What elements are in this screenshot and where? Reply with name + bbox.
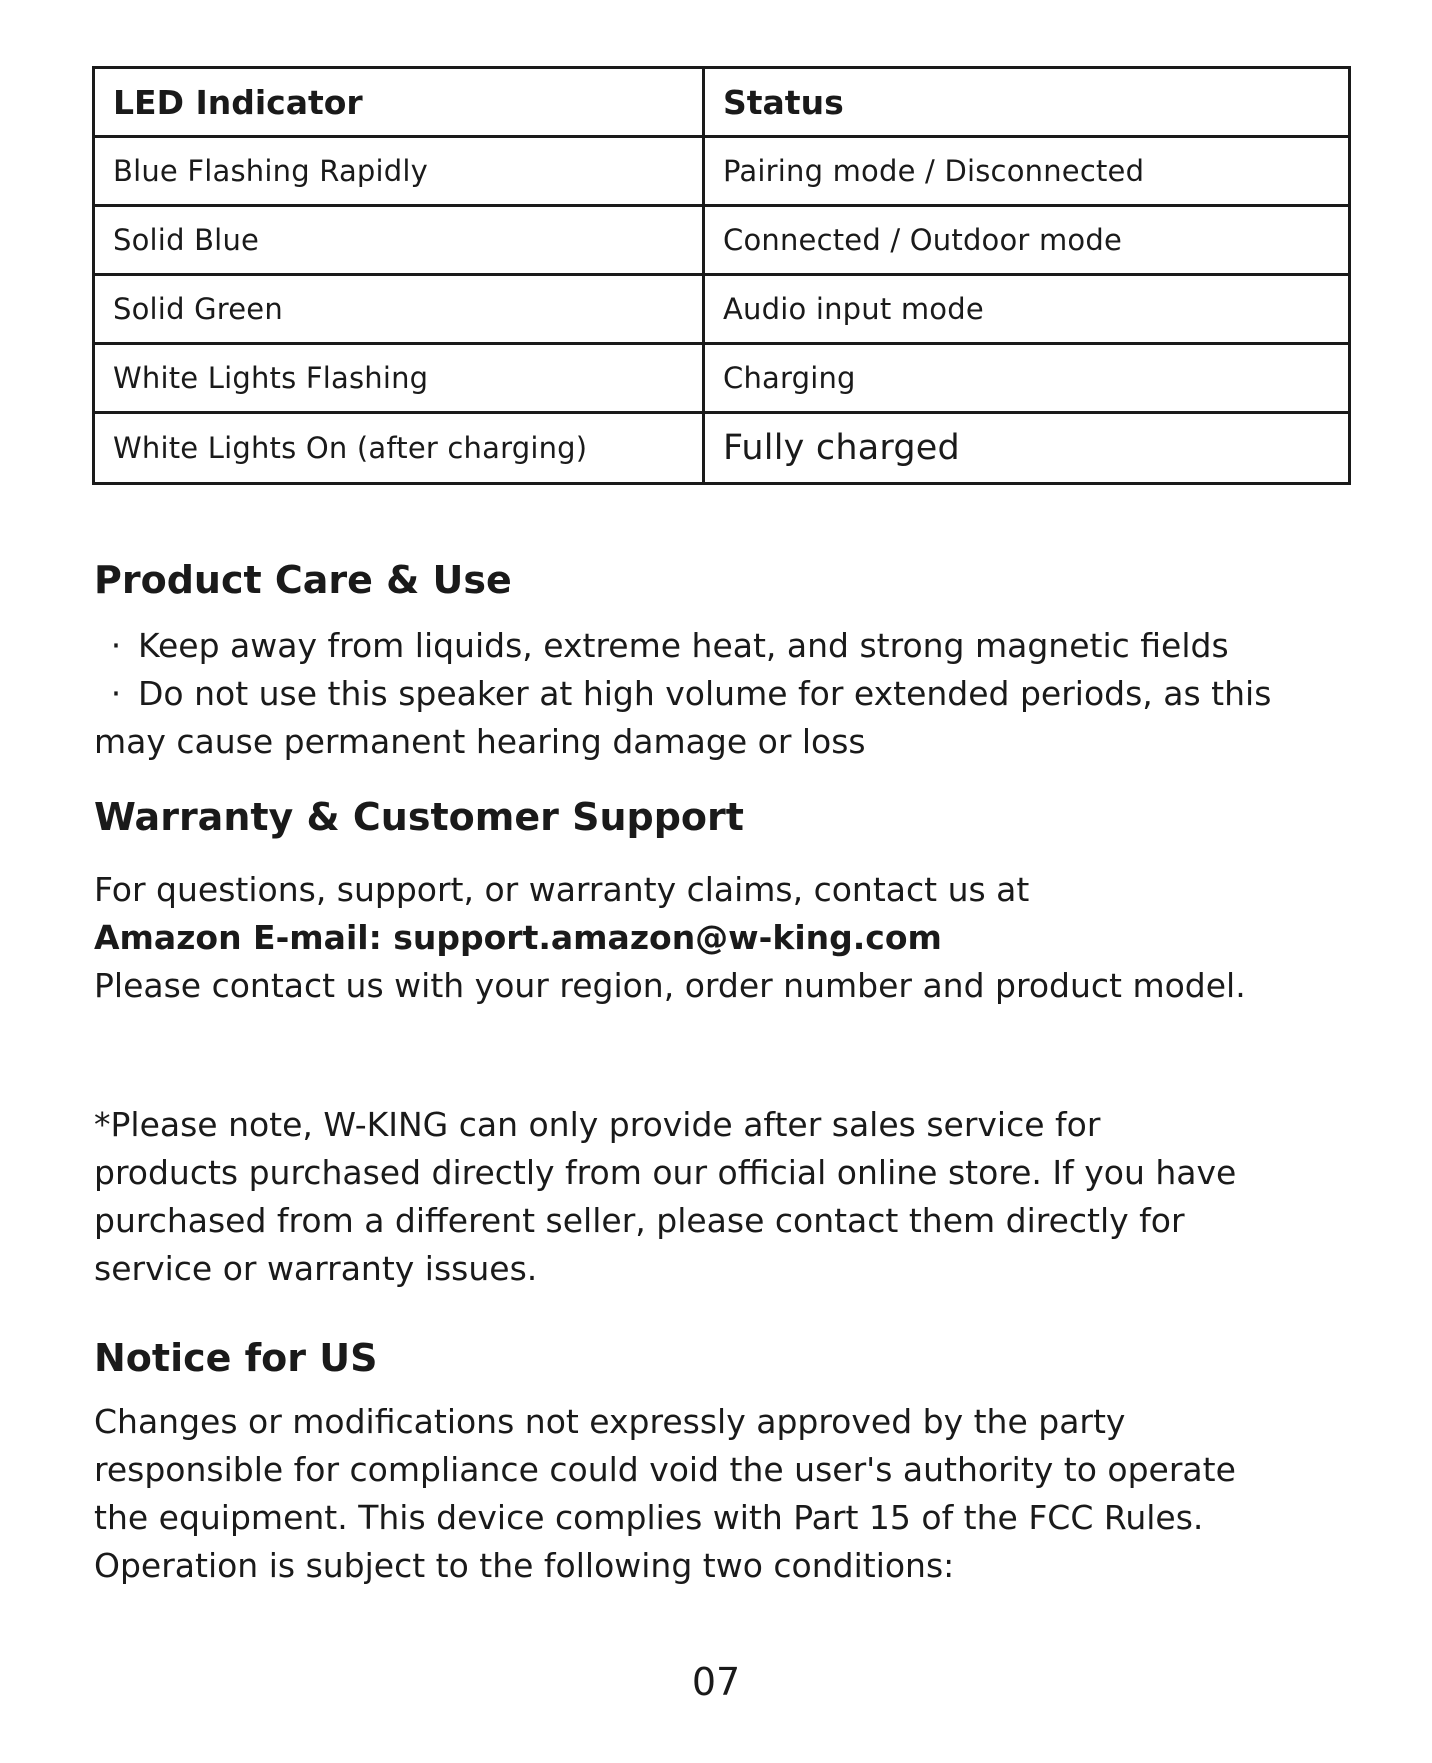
- warranty-line: Please contact us with your region, order number and product model.: [94, 966, 1246, 1005]
- note-line: purchased from a different seller, please contact them directly for: [94, 1201, 1185, 1240]
- notice-line: the equipment. This device complies with Part 15 of the FCC Rules.: [94, 1498, 1204, 1537]
- column-header-status: Status: [704, 68, 1350, 137]
- warranty-title: Warranty & Customer Support: [94, 795, 744, 839]
- bullet-text: Do not use this speaker at high volume for extended periods, as this: [138, 674, 1272, 713]
- warranty-text: [94, 866, 1246, 1010]
- led-indicator-cell: Solid Green: [94, 275, 704, 344]
- table-row: [94, 344, 1350, 413]
- notice-line: Changes or modifications not expressly approved by the party: [94, 1402, 1126, 1441]
- led-indicator-cell: Solid Blue: [94, 206, 704, 275]
- notice-line: responsible for compliance could void the user's authority to operate: [94, 1450, 1236, 1489]
- warranty-line: For questions, support, or warranty claims, contact us at: [94, 870, 1030, 909]
- notice-us-title: Notice for US: [94, 1336, 378, 1380]
- note-line: products purchased directly from our official online store. If you have: [94, 1153, 1237, 1192]
- notice-line: Operation is subject to the following two conditions:: [94, 1546, 955, 1585]
- status-cell: Charging: [704, 344, 1350, 413]
- status-cell: Connected / Outdoor mode: [704, 206, 1350, 275]
- note-line: *Please note, W-KING can only provide after sales service for: [94, 1105, 1101, 1144]
- bullet-continuation: may cause permanent hearing damage or loss: [94, 722, 866, 761]
- table-row: [94, 206, 1350, 275]
- after-sales-note: [94, 1101, 1236, 1293]
- notice-us-text: [94, 1398, 1236, 1590]
- led-indicator-cell: White Lights Flashing: [94, 344, 704, 413]
- page-number: 07: [691, 1660, 741, 1704]
- table-row: [94, 413, 1350, 484]
- product-care-title: Product Care & Use: [94, 558, 512, 602]
- note-line: service or warranty issues.: [94, 1249, 538, 1288]
- product-care-bullets: [94, 622, 1271, 766]
- bullet-item: [94, 674, 1271, 713]
- table-row: [94, 275, 1350, 344]
- led-indicator-cell: White Lights On (after charging): [94, 413, 704, 484]
- bullet-dot-icon: ·: [110, 626, 122, 665]
- status-cell: Pairing mode / Disconnected: [704, 137, 1350, 206]
- support-email: Amazon E-mail: support.amazon@w-king.com: [94, 918, 942, 957]
- table-row: [94, 137, 1350, 206]
- table-header-row: [94, 68, 1350, 137]
- bullet-text: Keep away from liquids, extreme heat, and strong magnetic fields: [138, 626, 1229, 665]
- bullet-dot-icon: ·: [110, 674, 122, 713]
- bullet-item: [94, 626, 1229, 665]
- status-cell: Fully charged: [704, 413, 1350, 484]
- column-header-led-indicator: LED Indicator: [94, 68, 704, 137]
- status-cell: Audio input mode: [704, 275, 1350, 344]
- led-indicator-cell: Blue Flashing Rapidly: [94, 137, 704, 206]
- led-indicator-table: [92, 66, 1351, 485]
